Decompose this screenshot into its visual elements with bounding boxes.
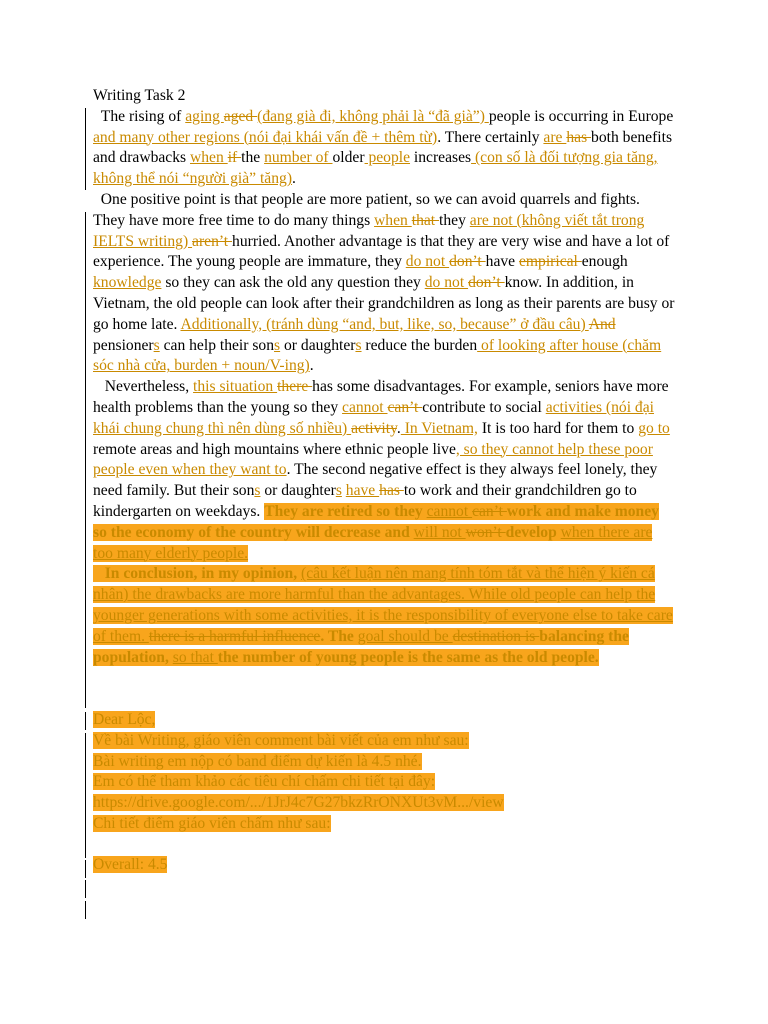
change-bar: [85, 733, 86, 858]
text: to work and their grandchildren go to kindergarten on weekdays.: [93, 482, 637, 520]
insertion: cannot: [426, 502, 473, 520]
insertion: do not: [405, 253, 450, 271]
insertion: activities (nói đại khái chung chung thì nên dùng số nhiều): [93, 398, 654, 437]
text: know. In addition, in Vietnam, the old people can look after their grandchildren as long as their parents are busy or go home late.: [93, 274, 675, 333]
text: contribute to social: [422, 398, 546, 416]
paragraph-disadvantages: [93, 377, 675, 564]
deletion: that: [411, 211, 440, 229]
insertion: number of: [264, 149, 333, 167]
text: have: [485, 253, 519, 271]
text: increases: [410, 149, 472, 167]
text: the: [241, 149, 265, 167]
deletion: And: [588, 315, 616, 333]
change-bar: [85, 860, 86, 878]
text: enough: [581, 253, 628, 271]
highlighted-text: Em có thể tham khảo các tiêu chí chấm chi tiết tại đây:: [93, 773, 436, 791]
deletion: can’t: [387, 398, 423, 416]
deletion: there: [277, 378, 313, 396]
deletion: there is a harmful influence: [148, 627, 321, 645]
deletion: can’t: [472, 502, 507, 520]
insertion: s: [153, 336, 160, 354]
text: so they can ask the old any question they: [161, 274, 425, 292]
highlighted-text: . The: [320, 627, 358, 645]
change-bar: [85, 901, 86, 919]
blank-line: [93, 689, 675, 710]
insertion: have: [345, 482, 380, 500]
insertion: are: [543, 128, 567, 146]
text: . There certainly: [437, 128, 544, 146]
text: older: [332, 149, 365, 167]
deletion: aren’t: [192, 232, 233, 250]
insertion: s: [254, 482, 261, 500]
insertion: of looking after house (chăm sóc nhà cửa, burden + noun/V-ing): [93, 336, 662, 375]
insertion: go to: [638, 419, 670, 437]
highlighted-text: Dear Lộc,: [93, 710, 156, 728]
text: .: [309, 357, 314, 375]
deletion: aged: [223, 107, 258, 125]
insertion: are not (không viết tắt trong IELTS writing): [93, 211, 645, 250]
text: . The second negative effect is they always feel lonely, they need family. But their son: [93, 461, 658, 500]
comment-score: [93, 855, 675, 876]
document-page: [93, 86, 675, 876]
text: can help their son: [159, 336, 275, 354]
highlighted-text: Bài writing em nộp có band điểm dự kiến là 4.5 nhé.: [93, 752, 422, 770]
drive-link[interactable]: https://drive.google.com/.../1JrJ4c7G27bkzRrONXUt3vM.../view: [93, 794, 504, 812]
insertion: do not: [424, 274, 469, 292]
highlighted-passage: [93, 565, 673, 665]
change-bar: [85, 690, 86, 708]
highlighted-text: Về bài Writing, giáo viên comment bài viết của em như sau:: [93, 731, 469, 749]
deletion: don’t: [449, 253, 486, 271]
deletion: has: [379, 482, 404, 500]
insertion: cannot: [342, 398, 388, 416]
comment-line: [93, 731, 675, 752]
highlighted-text: balancing the population,: [93, 627, 629, 666]
comment-line: [93, 814, 675, 835]
deletion: activity: [351, 419, 397, 437]
text: .: [396, 419, 401, 437]
comment-greeting: [93, 710, 675, 731]
insertion: s: [335, 482, 342, 500]
change-bar: [85, 712, 86, 730]
highlighted-text: They are retired so they: [264, 502, 427, 520]
paragraph-advantages: [93, 190, 675, 377]
text: has some disadvantages. For example, seniors have more health problems than the young so they: [93, 378, 669, 416]
deletion: won’t: [465, 523, 506, 541]
blank-line: [93, 835, 675, 856]
deletion: if: [227, 149, 242, 167]
overall-score: Overall: 4.5: [93, 856, 168, 874]
insertion: people: [364, 149, 411, 167]
text: or daughter: [280, 336, 356, 354]
deletion: has: [566, 128, 592, 146]
text: remote areas and high mountains where ethnic people live: [93, 440, 456, 458]
comment-link[interactable]: [93, 793, 675, 814]
change-bar: [85, 108, 86, 190]
insertion: this situation: [193, 378, 278, 396]
text: One positive point is that people are more patient, so we can avoid quarrels and fights. They have more free time to do many things: [93, 190, 640, 229]
paragraph-conclusion: [93, 564, 675, 668]
text: both benefits and drawbacks: [93, 128, 673, 167]
document-heading: Writing Task 2: [93, 87, 186, 104]
text: or daughter: [260, 482, 336, 500]
highlighted-text: the number of young people is the same as the old people.: [217, 648, 599, 666]
text: people is occurring in Europe: [488, 107, 674, 125]
change-bar: [85, 380, 86, 690]
text: .: [292, 170, 296, 188]
comment-line: [93, 772, 675, 793]
text: they: [439, 211, 470, 229]
text: pensioner: [93, 336, 154, 354]
text: It is too hard for them to: [477, 419, 639, 437]
insertion: s: [274, 336, 281, 354]
highlighted-text: Chi tiết điểm giáo viên chấm như sau:: [93, 814, 331, 832]
comment-line: [93, 752, 675, 773]
insertion: knowledge: [93, 274, 162, 292]
deletion: destination is: [452, 627, 540, 645]
insertion: when: [374, 211, 412, 229]
change-bar: [85, 212, 86, 380]
insertion: (đang già đi, không phải là “đã già”): [257, 107, 489, 125]
insertion: and many other regions (nói đại khái vấn đề + thêm từ): [93, 128, 438, 146]
insertion: In Vietnam,: [400, 419, 478, 437]
text: Nevertheless,: [104, 378, 194, 396]
insertion: Additionally, (tránh dùng “and, but, like, so, because” ở đầu câu): [180, 315, 589, 333]
text: hurried. Another advantage is that they are very wise and have a lot of experience. The young people are immature, they: [93, 232, 670, 271]
deletion: empirical: [518, 253, 582, 271]
insertion: aging: [185, 107, 224, 125]
highlighted-text: develop: [505, 523, 561, 541]
insertion: (câu kết luận nên mang tính tóm tắt và thể hiện ý kiến cá nhân) the drawbacks are more harmful than the advantages. While old people can help the younger generations with some activities, it is the responsibility of everyone else to take care of them.: [93, 565, 673, 645]
highlighted-text: In conclusion, in my opinion,: [104, 565, 301, 583]
text: The rising of: [100, 107, 186, 125]
insertion: goal should be: [357, 627, 453, 645]
deletion: don’t: [468, 274, 505, 292]
paragraph-intro: [93, 107, 675, 190]
text: reduce the burden: [361, 336, 478, 354]
insertion: (con số là đối tượng gia tăng, không thể nói “người già” tăng): [93, 149, 658, 188]
blank-line: [93, 668, 675, 689]
insertion: so that: [172, 648, 218, 666]
insertion: will not: [413, 523, 466, 541]
highlighted-text: work and make money so the economy of the country will decrease and: [93, 502, 659, 541]
insertion: , so they cannot help these poor people even when they want to: [93, 440, 653, 479]
insertion: when there are too many elderly people.: [93, 523, 653, 562]
change-bar: [85, 880, 86, 898]
insertion: when: [190, 149, 228, 167]
insertion: s: [355, 336, 362, 354]
